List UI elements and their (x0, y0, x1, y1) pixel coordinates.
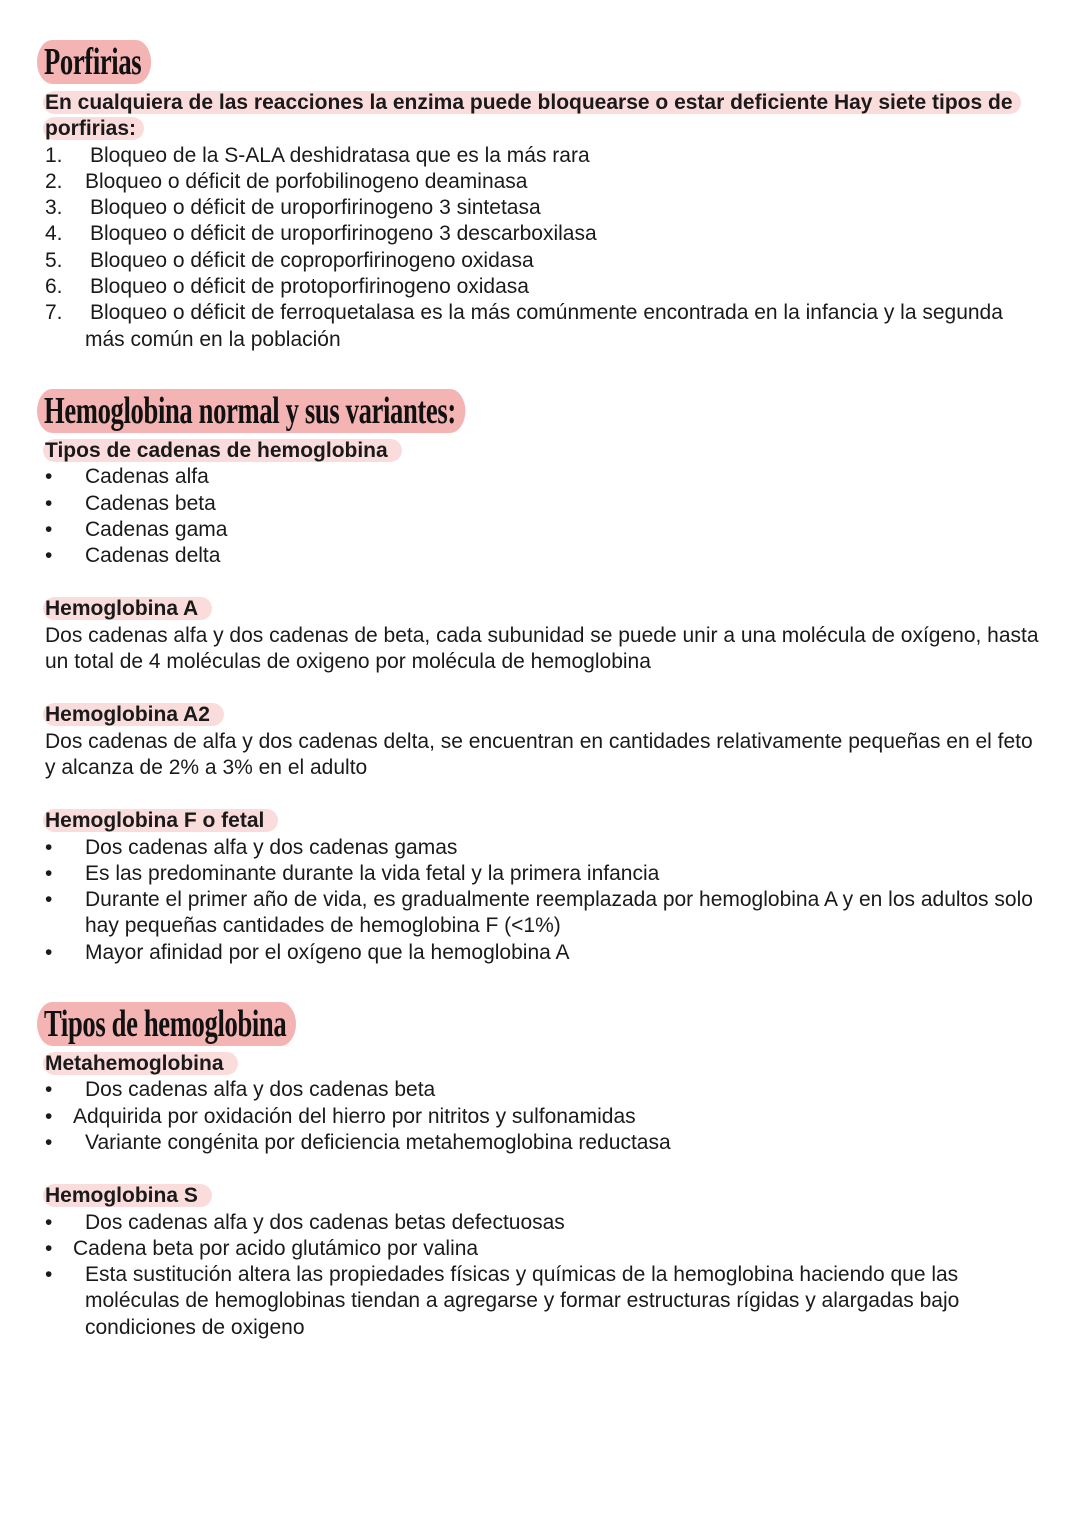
list-item: • Cadenas delta (45, 544, 221, 568)
heading-porfirias: Porfirias (37, 40, 1045, 84)
list-item: • Mayor afinidad por el oxígeno que la hemoglobina A (45, 940, 570, 964)
subheading-hb-s: Hemoglobina S (45, 1183, 1045, 1209)
list-item: • Durante el primer año de vida, es gradualmente reemplazada por hemoglobina A y en los adultos solo hay pequeñas cantidades de hemoglobina F (<1%) (45, 888, 1033, 938)
subheading-metahemoglobina: Metahemoglobina (45, 1051, 1045, 1077)
list-item: • Cadenas alfa (45, 465, 209, 489)
porfirias-list (45, 143, 1045, 353)
heading-tipos-hemoglobina: Tipos de hemoglobina (37, 1002, 1045, 1046)
list-item: 3. Bloqueo o déficit de uroporfirinogeno 3 sintetasa (45, 196, 541, 220)
list-item: 4. Bloqueo o déficit de uroporfirinogeno 3 descarboxilasa (45, 222, 597, 246)
hb-a-text: Dos cadenas alfa y dos cadenas de beta, cada subunidad se puede unir a una molécula de oxígeno, hasta un total de 4 moléculas de oxigeno por molécula de hemoglobina (45, 623, 1039, 674)
heading-hemoglobina-normal: Hemoglobina normal y sus variantes: (37, 389, 1045, 433)
list-item: • Dos cadenas alfa y dos cadenas gamas (45, 835, 458, 859)
hb-f-list (45, 835, 1045, 966)
list-item: 2. Bloqueo o déficit de porfobilinogeno deaminasa (45, 169, 528, 193)
list-item: 5. Bloqueo o déficit de coproporfirinogeno oxidasa (45, 248, 534, 272)
list-item: • Es las predominante durante la vida fetal y la primera infancia (45, 861, 660, 885)
subheading-hb-f: Hemoglobina F o fetal (45, 808, 1045, 834)
list-item: • Dos cadenas alfa y dos cadenas betas defectuosas (45, 1210, 565, 1234)
list-item: 1. Bloqueo de la S-ALA deshidratasa que es la más rara (45, 143, 590, 167)
list-item: • Adquirida por oxidación del hierro por nitritos y sulfonamidas (45, 1104, 636, 1128)
list-item: 6. Bloqueo o déficit de protoporfirinogeno oxidasa (45, 275, 529, 299)
document-page (45, 40, 1045, 1341)
porfirias-intro: En cualquiera de las reacciones la enzima puede bloquearse o estar deficiente Hay siete tipos de porfirias: (45, 90, 1045, 143)
hb-s-list (45, 1210, 1045, 1341)
subheading-cadenas: Tipos de cadenas de hemoglobina (45, 438, 1045, 464)
list-item: • Dos cadenas alfa y dos cadenas beta (45, 1078, 436, 1102)
list-item: • Cadena beta por acido glutámico por valina (45, 1236, 479, 1260)
list-item: • Esta sustitución altera las propiedades físicas y químicas de la hemoglobina haciendo que las moléculas de hemoglobinas tiendan a agregarse y formar estructuras rígidas y alargadas bajo condiciones de oxigeno (45, 1263, 960, 1339)
hb-a2-text: Dos cadenas de alfa y dos cadenas delta, se encuentran en cantidades relativamente pequeñas en el feto y alcanza de 2% a 3% en el adulto (45, 729, 1033, 779)
list-item: 7. Bloqueo o déficit de ferroquetalasa es la más comúnmente encontrada en la infancia y la segunda más común en la población (45, 301, 1003, 351)
list-item: • Variante congénita por deficiencia metahemoglobina reductasa (45, 1130, 671, 1154)
list-item: • Cadenas gama (45, 517, 228, 541)
cadenas-list (45, 464, 1045, 569)
subheading-hb-a: Hemoglobina A (45, 596, 1045, 622)
subheading-hb-a2: Hemoglobina A2 (45, 702, 1045, 728)
meta-list (45, 1077, 1045, 1156)
list-item: • Cadenas beta (45, 491, 216, 515)
